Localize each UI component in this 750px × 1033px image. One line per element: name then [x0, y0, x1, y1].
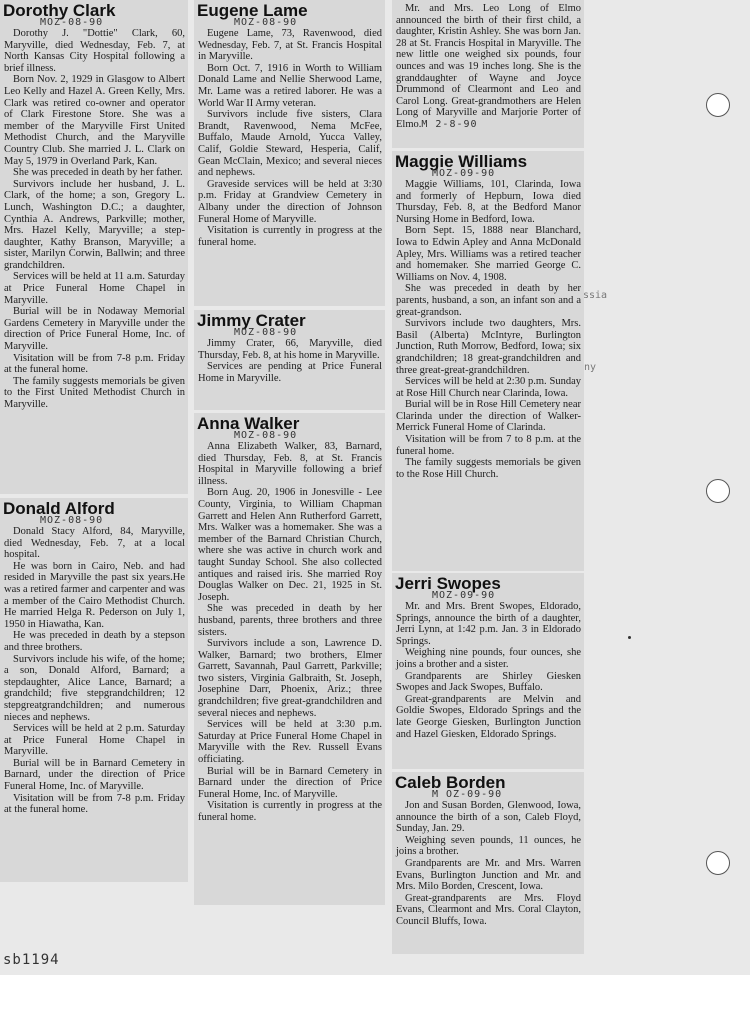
obituary-body — [194, 441, 385, 824]
paragraph: Great-grandparents are Mrs. Floyd Evans, Clearmont and Mrs. Coral Clayton, Council Bluffs, Iowa. — [396, 892, 581, 927]
announcement-body — [392, 601, 584, 740]
paragraph: Services will be held at 11 a.m. Saturday at Price Funeral Home Chapel in Maryville. — [4, 271, 185, 306]
binder-hole-icon — [706, 93, 730, 117]
obituary-title: Anna Walker — [197, 414, 300, 433]
obituary-dorothy-clark — [0, 0, 188, 494]
obituary-title: Jimmy Crater — [197, 311, 306, 330]
paragraph: Born Sept. 15, 1888 near Blanchard, Iowa to Edwin Apley and Anna McDonald Apley, Mrs. Williams was a retired teacher and homemaker. She married George C. Williams on Nov. 4, 1908. — [396, 225, 581, 283]
handwritten-date: M OZ-09-90 — [432, 789, 503, 800]
paragraph: Great-grandparents are Melvin and Goldie Swopes, Eldorado Springs and the late George Giesken, Burlington Junction and Hazel Giesken, Eldorado Springs. — [396, 693, 581, 740]
paragraph: Visitation will be from 7-8 p.m. Friday at the funeral home. — [4, 352, 185, 376]
paragraph: Born Aug. 20, 1906 in Jonesville - Lee County, Virginia, to William Chapman Garrett and Helen Ann Rutherford Garrett, Mrs. Walker was a homemaker. She was a member of the Barnard Christian Church, where she was active in church work and taught Sunday School. She also collected antiques and raised iris. She married Roy Douglas Walker on Dec. 21, 1925 in St. Joseph. — [198, 487, 382, 603]
paragraph: Visitation will be from 7 to 8 p.m. at the funeral home. — [396, 434, 581, 457]
paragraph: She was preceded in death by her father. — [13, 167, 183, 179]
paragraph: Jon and Susan Borden, Glenwood, Iowa, announce the birth of a son, Caleb Floyd, Sunday, Jan. 29. — [396, 800, 581, 835]
paragraph: The family suggests memorials be given to the First United Methodist Church in Maryville. — [4, 375, 185, 410]
paragraph: Survivors include a son, Lawrence D. Walker, Barnard; two brothers, Elmer Garrett, Savannah, Paul Garrett, Parkville; two sisters, Virginia Galbraith, St. Joseph, Josephine Darr, Phoenix, Ariz.; three grandchildren; five great-grandchildren and several nieces and nephews. — [198, 638, 382, 719]
paragraph: The family suggests memorials be given to the Rose Hill Church. — [396, 457, 581, 480]
paragraph: Services will be held at 3:30 p.m. Saturday at Price Funeral Home Chapel in Maryville with the Rev. Russell Evans officiating. — [198, 719, 382, 766]
paragraph: Survivors include two daughters, Mrs. Basil (Alberta) McIntyre, Burlington Junction, Ruth Morrow, Bedford, Iowa; six grandchildren; 18 great-grandchildren and three great-great-grandchildren. — [396, 318, 581, 376]
obituary-title: Donald Alford — [3, 499, 115, 518]
paragraph: Survivors include her husband, J. L. Clark, of the home; a son, Gregory L. Lunch, Washington D.C.; a daughter, Cynthia A. Andrews, Parkville; mother, Mrs. Hazel Kelly, Maryville; a step-daughter, Kathy Branson, Maryville; a sister, Marilyn Corwin, Ballwin; and three grandchildren. — [4, 178, 185, 271]
paragraph: Eugene Lame, 73, Ravenwood, died Wednesday, Feb. 7, at St. Francis Hospital in Maryville. — [198, 28, 382, 63]
obituary-maggie-williams — [392, 151, 584, 571]
binder-hole-icon — [706, 851, 730, 875]
paragraph: Grandparents are Mr. and Mrs. Warren Evans, Burlington Junction and Mr. and Mrs. Milo Borden, Crescent, Iowa. — [396, 857, 581, 893]
announcement-title: Caleb Borden — [395, 773, 506, 792]
handwritten-date: MOZ-08-90 — [234, 430, 298, 441]
paragraph: Visitation is currently in progress at the funeral home. — [198, 225, 382, 248]
paragraph: Maggie Williams, 101, Clarinda, Iowa and formerly of Hepburn, Iowa died Thursday, Feb. 8, at the Bedford Manor Nursing Home in Bedford, Iowa. — [396, 179, 581, 225]
handwritten-date: MOZ-08-90 — [40, 17, 104, 28]
paragraph: Born Nov. 2, 1929 in Glasgow to Albert Leo Kelly and Hazel A. Green Kelly, Mrs. Clark was retired co-owner and operator of Clark Firestone Store. She was a member of the Maryville First United Methodist Church, and the Maryville Country Club. She married J. L. Clark on May 5, 1979 in Overland Park, Kan. — [4, 74, 185, 167]
paragraph: Anna Elizabeth Walker, 83, Barnard, died Thursday, Feb. 8, at St. Francis Hospital in Maryville following a brief illness. — [198, 441, 382, 487]
paragraph: Survivors include five sisters, Clara Brandt, Ravenwood, Nema McFee, Buffalo, Maude Arnold, Yucca Valley, Calif, Goldie Steward, Hesperia, Calif, Gean McClain, Mexico; and several nieces and nephews. — [198, 109, 382, 179]
handwritten-date: MOZ-08-90 — [234, 327, 298, 338]
paragraph: Weighing seven pounds, 11 ounces, he joins a brother. — [396, 834, 581, 858]
scrapbook-label: sb1194 — [3, 952, 60, 968]
paragraph: Dorothy J. "Dottie" Clark, 60, Maryville, died Wednesday, Feb. 7, at North Kansas City Hospital following a brief illness. — [4, 28, 185, 74]
paragraph: Mr. and Mrs. Leo Long of Elmo announced the birth of their first child, a daughter, Kristin Ashley. She was born Jan. 28 at St. Francis Hospital in Maryville. The new little one weighed six pounds, four ounces and was 19 inches long. She is the granddaughter of Wayne and Joyce Drummond of Clearmont and Leo and Carol Long. Great-grandmothers are Helen Long of Maryville and Marjorie Porter of Elmo.M 2-8-90 — [396, 3, 581, 130]
handwritten-date: MOZ-09-90 — [432, 590, 496, 601]
obituary-body — [0, 526, 188, 816]
paragraph: She was preceded in death by her parents, husband, a son, an infant son and a great-grandson. — [396, 283, 581, 318]
speck — [628, 636, 631, 639]
announcement-body — [392, 800, 584, 928]
paragraph: Donald Stacy Alford, 84, Maryville, died Wednesday, Feb. 7, at a local hospital. — [4, 526, 185, 561]
paragraph: Mr. and Mrs. Brent Swopes, Eldorado, Springs, announce the birth of a daughter, Jerri Lynn, at 1:42 p.m. Jan. 3 in Eldorado Springs. — [396, 601, 581, 647]
handwritten-date: MOZ-09-90 — [432, 168, 496, 179]
paragraph: Services are pending at Price Funeral Home in Maryville. — [198, 361, 382, 384]
birth-announcement-long — [392, 0, 584, 148]
paragraph: Grandparents are Shirley Giesken Swopes and Jack Swopes, Buffalo. — [396, 670, 581, 694]
paragraph: He was born in Cairo, Neb. and had resided in Maryville the past six years.He was a retired farmer and carpenter and was a member of the Cairo Methodist Church. He married Helga R. Pederson on July 1, 1950 in Hiawatha, Kan. — [4, 560, 185, 630]
obituary-jimmy-crater — [194, 310, 385, 410]
obituary-body — [0, 28, 188, 411]
handwritten-date: M 2-8-90 — [421, 118, 478, 130]
obituary-body — [392, 179, 584, 480]
obituary-title: Eugene Lame — [197, 1, 308, 20]
obituary-body — [194, 28, 385, 248]
paragraph: Burial will be in Barnard Cemetery in Barnard under the direction of Price Funeral Home, Inc. of Maryville. — [198, 765, 382, 800]
paragraph: Services will be held at 2:30 p.m. Sunday at Rose Hill Church near Clarinda, Iowa. — [396, 376, 581, 399]
paragraph: Services will be held at 2 p.m. Saturday at Price Funeral Home Chapel in Maryville. — [4, 723, 185, 758]
obituary-donald-alford — [0, 498, 188, 882]
bleed-through-text: ssia — [583, 290, 608, 301]
paragraph: She was preceded in death by her husband, parents, three brothers and three sisters. — [198, 603, 382, 638]
paragraph: Visitation is currently in progress at the funeral home. — [198, 800, 382, 823]
paragraph: Born Oct. 7, 1916 in Worth to William Donald Lame and Nellie Sherwood Lame, Mr. Lame was a retired laborer. He was a World War II Army veteran. — [198, 62, 382, 109]
paragraph: Graveside services will be held at 3:30 p.m. Friday at Grandview Cemetery in Albany under the direction of Johnson Funeral Home of Maryville. — [198, 178, 382, 225]
announcement-body — [392, 0, 584, 131]
bleed-through-text: ny — [584, 362, 597, 373]
obituary-eugene-lame — [194, 0, 385, 306]
paragraph: Burial will be in Barnard Cemetery in Barnard, under the direction of Price Funeral Home, Inc. of Maryville. — [4, 757, 185, 793]
paragraph: Jimmy Crater, 66, Maryville, died Thursday, Feb. 8, at his home in Maryville. — [198, 338, 382, 361]
handwritten-date: MOZ-08-90 — [40, 515, 104, 526]
binder-hole-icon — [706, 479, 730, 503]
birth-announcement-caleb-borden — [392, 772, 584, 954]
handwritten-date: MOZ-08-90 — [234, 17, 298, 28]
paragraph: He was preceded in death by a stepson and three brothers. — [4, 630, 185, 653]
paragraph: Survivors include his wife, of the home; a son, Donald Alford, Barnard; a stepdaughter, Alice Lance, Barnard; a grandchild; five stepgrandchildren; 12 stepgreatgrandchildren; and numerous nieces and nephews. — [4, 653, 185, 723]
obituary-anna-walker — [194, 413, 385, 905]
obituary-body — [194, 338, 385, 384]
birth-announcement-jerri-swopes — [392, 573, 584, 769]
paragraph: Burial will be in Rose Hill Cemetery near Clarinda under the direction of Walker-Merrick Funeral Home of Clarinda. — [396, 399, 581, 434]
obituary-title: Maggie Williams — [395, 152, 528, 171]
paragraph: Burial will be in Nodaway Memorial Gardens Cemetery in Maryville under the direction of Price Funeral Home, Inc. of Maryville. — [4, 306, 185, 353]
obituary-title: Dorothy Clark — [3, 1, 116, 20]
paragraph: Weighing nine pounds, four ounces, she joins a brother and a sister. — [396, 647, 581, 670]
announcement-title: Jerri Swopes — [395, 574, 501, 593]
paragraph: Visitation will be from 7-8 p.m. Friday at the funeral home. — [4, 792, 185, 816]
